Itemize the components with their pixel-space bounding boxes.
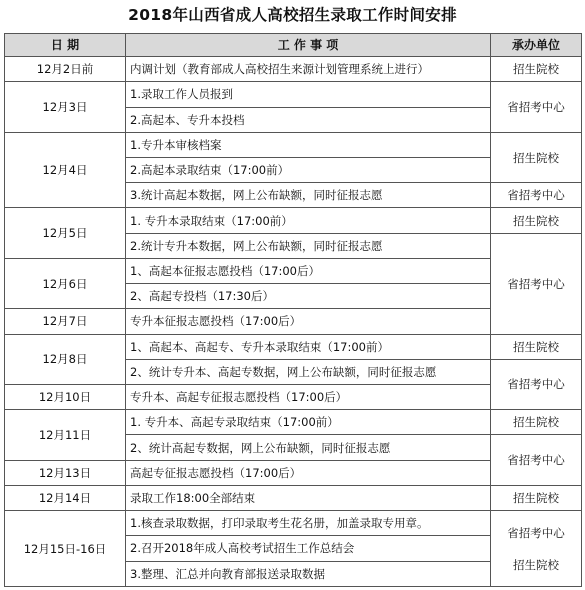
task-cell: 1.核查录取数据，打印录取考生花名册，加盖录取专用章。 bbox=[126, 511, 491, 536]
task-cell: 3.整理、汇总并向教育部报送录取数据 bbox=[126, 561, 491, 587]
date-cell: 12月8日 bbox=[5, 334, 126, 384]
schedule-table bbox=[4, 33, 582, 587]
date-cell: 12月4日 bbox=[5, 132, 126, 208]
date-cell: 12月11日 bbox=[5, 410, 126, 460]
unit-stack bbox=[495, 526, 577, 572]
unit-cell: 招生院校 bbox=[491, 57, 582, 82]
table-row bbox=[5, 334, 582, 359]
date-cell: 12月5日 bbox=[5, 208, 126, 258]
date-cell: 12月2日前 bbox=[5, 57, 126, 82]
date-cell: 12月15日-16日 bbox=[5, 511, 126, 587]
task-cell: 2.统计专升本数据，网上公布缺额，同时征报志愿 bbox=[126, 233, 491, 258]
task-cell: 2.高起本、专升本投档 bbox=[126, 107, 491, 132]
unit-label: 招生院校 bbox=[513, 557, 559, 572]
task-cell: 专升本、高起专征报志愿投档（17:00后） bbox=[126, 384, 491, 409]
table-row bbox=[5, 132, 582, 157]
date-cell: 12月10日 bbox=[5, 384, 126, 409]
task-cell: 2、统计专升本、高起专数据，网上公布缺额，同时征报志愿 bbox=[126, 359, 491, 384]
table-row bbox=[5, 511, 582, 536]
unit-cell: 招生院校 bbox=[491, 334, 582, 359]
unit-cell: 省招考中心 bbox=[491, 359, 582, 409]
task-cell: 1、高起本征报志愿投档（17:00后） bbox=[126, 258, 491, 283]
unit-cell: 省招考中心 bbox=[491, 82, 582, 132]
table-row bbox=[5, 82, 582, 107]
table-row bbox=[5, 208, 582, 233]
task-cell: 1. 专升本录取结束（17:00前） bbox=[126, 208, 491, 233]
header-unit: 承办单位 bbox=[491, 34, 582, 57]
date-cell: 12月7日 bbox=[5, 309, 126, 334]
table-row bbox=[5, 410, 582, 435]
task-cell: 1. 专升本、高起专录取结束（17:00前） bbox=[126, 410, 491, 435]
task-cell: 1.专升本审核档案 bbox=[126, 132, 491, 157]
table-row bbox=[5, 485, 582, 510]
unit-cell: 省招考中心 bbox=[491, 435, 582, 485]
task-cell: 2、高起专投档（17:30后） bbox=[126, 284, 491, 309]
task-cell: 录取工作18:00全部结束 bbox=[126, 485, 491, 510]
page-title: 2018年山西省成人高校招生录取工作时间安排 bbox=[128, 6, 457, 24]
task-cell: 高起专征报志愿投档（17:00后） bbox=[126, 460, 491, 485]
unit-cell bbox=[491, 511, 582, 587]
unit-cell: 省招考中心 bbox=[491, 233, 582, 334]
task-cell: 内调计划（教育部成人高校招生来源计划管理系统上进行） bbox=[126, 57, 491, 82]
task-cell: 1.录取工作人员报到 bbox=[126, 82, 491, 107]
date-cell: 12月14日 bbox=[5, 485, 126, 510]
task-cell: 1、高起本、高起专、专升本录取结束（17:00前） bbox=[126, 334, 491, 359]
task-cell: 2、统计高起专数据，网上公布缺额，同时征报志愿 bbox=[126, 435, 491, 460]
task-cell: 专升本征报志愿投档（17:00后） bbox=[126, 309, 491, 334]
header-date: 日 期 bbox=[5, 34, 126, 57]
date-cell: 12月6日 bbox=[5, 258, 126, 308]
header-task: 工 作 事 项 bbox=[126, 34, 491, 57]
table-row bbox=[5, 57, 582, 82]
unit-cell: 招生院校 bbox=[491, 132, 582, 182]
table-header-row bbox=[5, 34, 582, 57]
unit-cell: 省招考中心 bbox=[491, 183, 582, 208]
unit-cell: 招生院校 bbox=[491, 208, 582, 233]
task-cell: 3.统计高起本数据，网上公布缺额，同时征报志愿 bbox=[126, 183, 491, 208]
task-cell: 2.高起本录取结束（17:00前） bbox=[126, 158, 491, 183]
task-cell: 2.召开2018年成人高校考试招生工作总结会 bbox=[126, 536, 491, 561]
date-cell: 12月13日 bbox=[5, 460, 126, 485]
unit-label: 省招考中心 bbox=[507, 525, 565, 540]
date-cell: 12月3日 bbox=[5, 82, 126, 132]
unit-cell: 招生院校 bbox=[491, 410, 582, 435]
unit-cell: 招生院校 bbox=[491, 485, 582, 510]
